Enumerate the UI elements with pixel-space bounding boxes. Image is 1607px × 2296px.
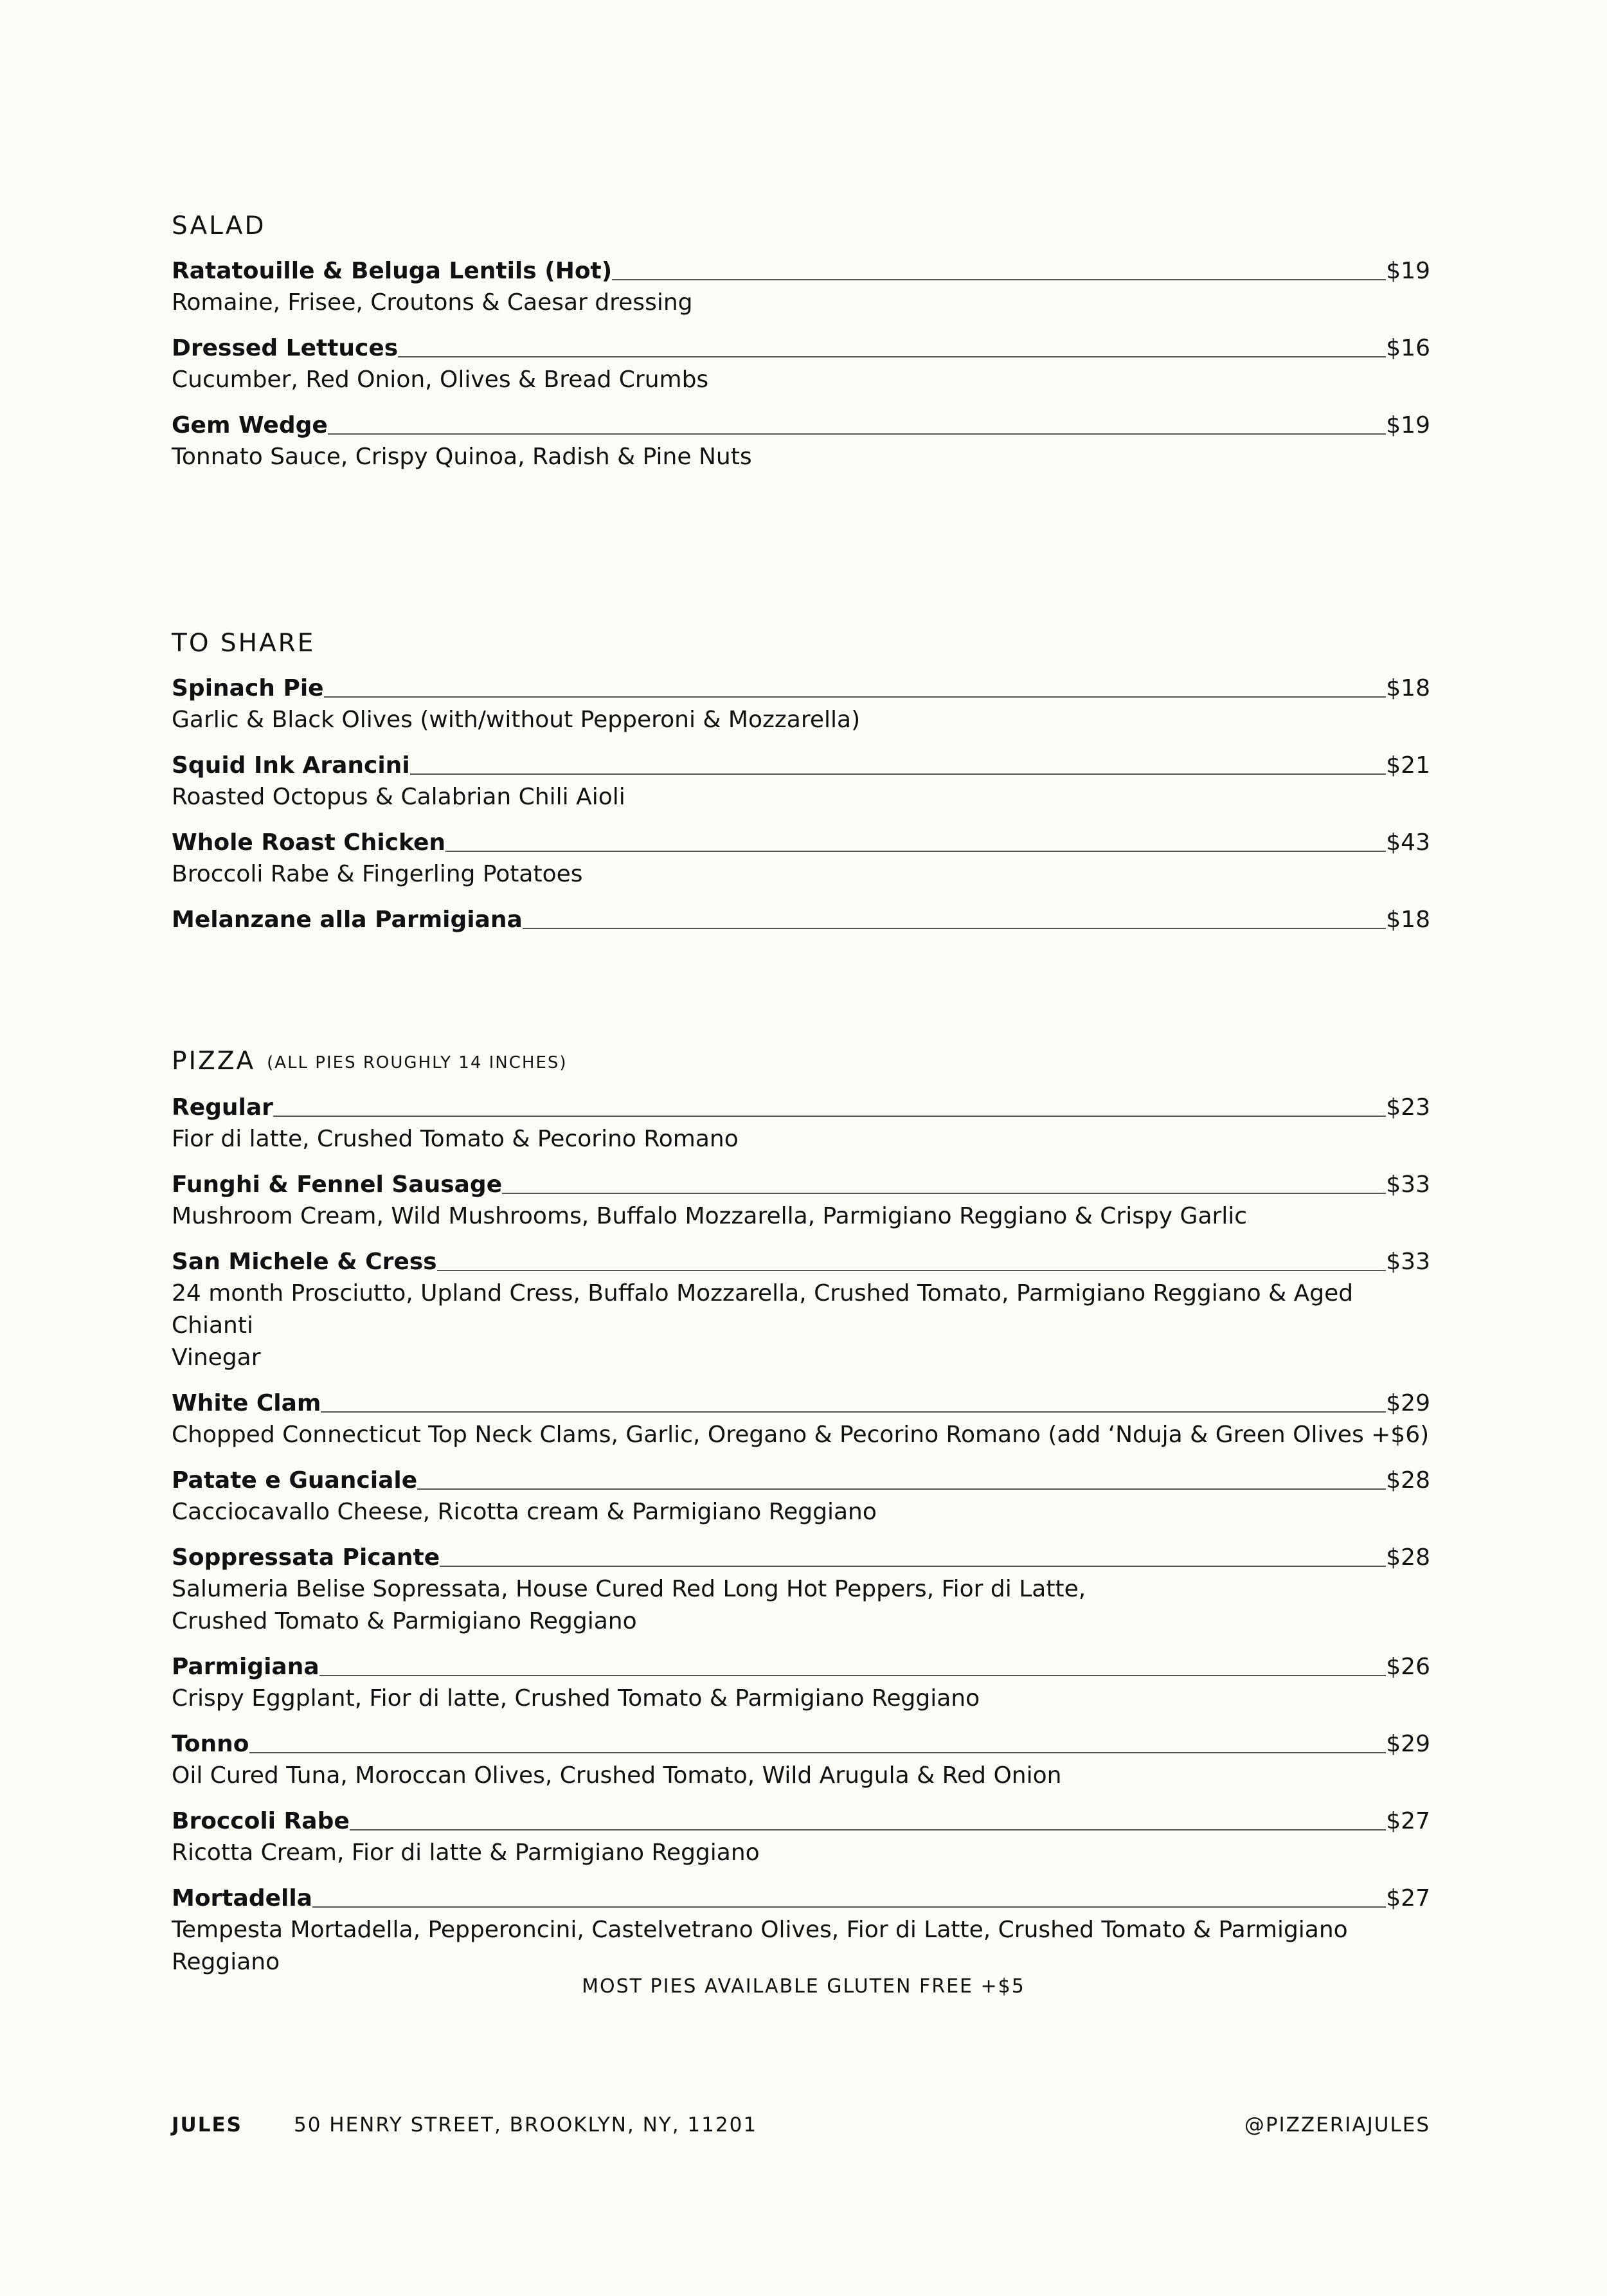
salad-section <box>172 211 1430 487</box>
item-name: White Clam <box>172 1389 321 1416</box>
leader-line <box>273 1116 1386 1117</box>
leader-line <box>328 433 1386 435</box>
item-name: Whole Roast Chicken <box>172 829 446 856</box>
menu-item <box>172 1652 1430 1715</box>
menu-item <box>172 333 1430 396</box>
item-description: Chopped Connecticut Top Neck Clams, Garlic, Oregano & Pecorino Romano (add ‘Nduja & Green Olives +$6) <box>172 1421 1430 1448</box>
gluten-free-note: MOST PIES AVAILABLE GLUTEN FREE +$5 <box>582 1975 1025 1998</box>
item-price: $18 <box>1386 907 1430 933</box>
leader-line <box>312 1906 1386 1908</box>
leader-line <box>324 696 1387 698</box>
item-price: $28 <box>1386 1467 1430 1494</box>
item-price: $23 <box>1386 1094 1430 1121</box>
item-name: Melanzane alla Parmigiana <box>172 907 523 933</box>
menu-item <box>172 1729 1430 1792</box>
menu-item <box>172 256 1430 319</box>
item-name: Tonno <box>172 1730 249 1757</box>
menu-item <box>172 1806 1430 1869</box>
menu-item <box>172 827 1430 890</box>
leader-line <box>417 1488 1386 1490</box>
item-price: $29 <box>1386 1730 1430 1757</box>
item-description: Tonnato Sauce, Crispy Quinoa, Radish & Pine Nuts <box>172 444 752 470</box>
item-price: $33 <box>1386 1248 1430 1275</box>
item-description: Roasted Octopus & Calabrian Chili Aioli <box>172 784 625 810</box>
leader-line <box>321 1411 1386 1413</box>
pizza-title-text: PIZZA <box>172 1047 256 1076</box>
item-name: Soppressata Picante <box>172 1544 440 1571</box>
item-description: Crispy Eggplant, Fior di latte, Crushed Tomato & Parmigiano Reggiano <box>172 1685 980 1712</box>
item-price: $27 <box>1386 1807 1430 1834</box>
item-description: Mushroom Cream, Wild Mushrooms, Buffalo Mozzarella, Parmigiano Reggiano & Crispy Garlic <box>172 1202 1248 1229</box>
item-price: $19 <box>1386 258 1430 284</box>
leader-line <box>319 1675 1387 1676</box>
menu-item <box>172 1542 1430 1638</box>
leader-line <box>350 1829 1387 1830</box>
item-price: $21 <box>1386 752 1430 779</box>
item-name: Ratatouille & Beluga Lentils (Hot) <box>172 258 613 284</box>
item-name: Patate e Guanciale <box>172 1467 418 1494</box>
pizza-size-note: (ALL PIES ROUGHLY 14 INCHES) <box>267 1053 568 1072</box>
item-price: $43 <box>1386 829 1430 856</box>
item-name: Funghi & Fennel Sausage <box>172 1171 503 1198</box>
item-price: $18 <box>1386 675 1430 701</box>
leader-line <box>445 851 1386 852</box>
leader-line <box>612 279 1386 280</box>
menu-item <box>172 1247 1430 1374</box>
leader-line <box>249 1752 1387 1753</box>
item-name: Gem Wedge <box>172 412 328 438</box>
item-name: Squid Ink Arancini <box>172 752 410 779</box>
item-description: Cucumber, Red Onion, Olives & Bread Crumbs <box>172 366 709 393</box>
menu-item <box>172 410 1430 473</box>
menu-item <box>172 1170 1430 1233</box>
item-price: $16 <box>1386 335 1430 361</box>
social-handle: @PIZZERIAJULES <box>1244 2113 1430 2137</box>
leader-line <box>437 1270 1387 1271</box>
share-section <box>172 628 1430 950</box>
share-title: TO SHARE <box>172 629 316 658</box>
item-description: Oil Cured Tuna, Moroccan Olives, Crushed Tomato, Wild Arugula & Red Onion <box>172 1762 1062 1789</box>
menu-item <box>172 905 1430 936</box>
item-price: $28 <box>1386 1544 1430 1571</box>
leader-line <box>440 1566 1386 1567</box>
menu-item <box>172 750 1430 813</box>
menu-item <box>172 1092 1430 1155</box>
item-name: San Michele & Cress <box>172 1248 437 1275</box>
menu-item <box>172 1388 1430 1451</box>
item-price: $27 <box>1386 1885 1430 1912</box>
salad-title: SALAD <box>172 212 266 240</box>
pizza-title <box>172 1046 1430 1078</box>
item-description: Cacciocavallo Cheese, Ricotta cream & Parmigiano Reggiano <box>172 1498 877 1525</box>
leader-line <box>502 1193 1386 1194</box>
item-description: 24 month Prosciutto, Upland Cress, Buffalo Mozzarella, Crushed Tomato, Parmigiano Reggiano & Aged Chianti Vinegar <box>172 1279 1354 1371</box>
item-description: Romaine, Frisee, Croutons & Caesar dressing <box>172 289 693 316</box>
menu-item <box>172 673 1430 736</box>
item-description: Fior di latte, Crushed Tomato & Pecorino Romano <box>172 1125 739 1152</box>
footer <box>172 2113 1430 2137</box>
item-description: Salumeria Belise Sopressata, House Cured Red Long Hot Peppers, Fior di Latte, Crushed Tomato & Parmigiano Reggiano <box>172 1575 1086 1634</box>
item-description: Garlic & Black Olives (with/without Pepperoni & Mozzarella) <box>172 707 861 733</box>
item-name: Dressed Lettuces <box>172 335 399 361</box>
brand-name: JULES <box>172 2113 242 2137</box>
item-name: Broccoli Rabe <box>172 1807 350 1834</box>
leader-line <box>523 928 1387 929</box>
item-description: Tempesta Mortadella, Pepperoncini, Castelvetrano Olives, Fior di Latte, Crushed Tomato & Parmigiano Reggiano <box>172 1916 1348 1975</box>
item-price: $19 <box>1386 412 1430 438</box>
leader-line <box>410 773 1387 775</box>
item-price: $29 <box>1386 1389 1430 1416</box>
item-name: Parmigiana <box>172 1653 319 1680</box>
address: 50 HENRY STREET, BROOKLYN, NY, 11201 <box>293 2113 758 2137</box>
item-description: Broccoli Rabe & Fingerling Potatoes <box>172 861 583 887</box>
item-name: Regular <box>172 1094 273 1121</box>
menu-item <box>172 1883 1430 1978</box>
item-description: Ricotta Cream, Fior di latte & Parmigiano Reggiano <box>172 1839 760 1866</box>
leader-line <box>398 356 1386 357</box>
menu-item <box>172 1465 1430 1528</box>
item-price: $33 <box>1386 1171 1430 1198</box>
item-price: $26 <box>1386 1653 1430 1680</box>
pizza-section <box>172 1046 1430 1993</box>
item-name: Mortadella <box>172 1885 312 1912</box>
item-name: Spinach Pie <box>172 675 324 701</box>
